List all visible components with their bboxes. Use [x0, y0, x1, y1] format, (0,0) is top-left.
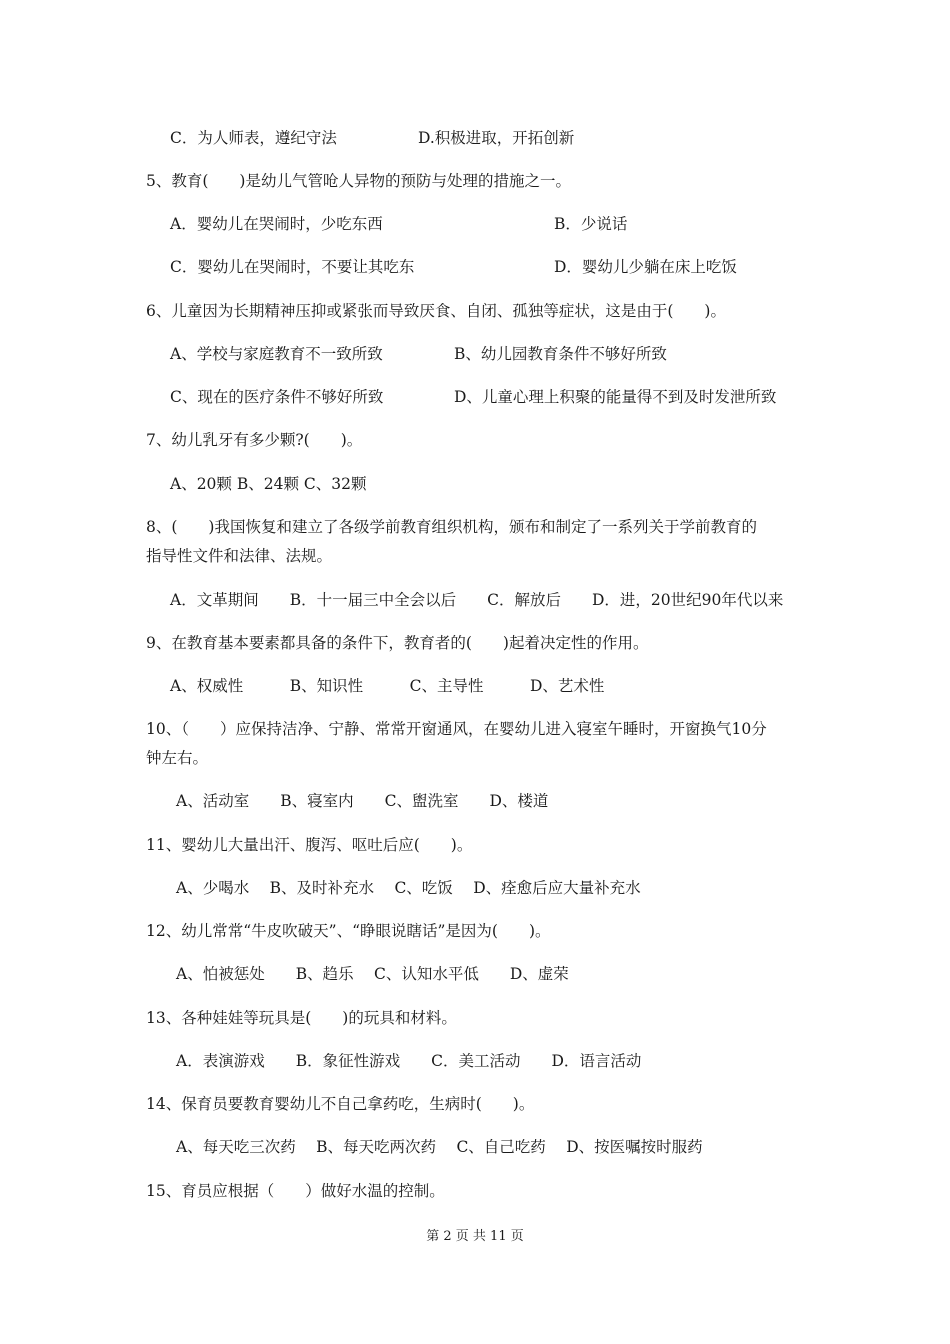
q12-options: A、怕被惩处 B、趋乐 C、认知水平低 D、虚荣 — [176, 965, 569, 983]
q10-stem-line2: 钟左右。 — [146, 749, 209, 767]
q13-stem: 13、各种娃娃等玩具是( )的玩具和材料。 — [146, 1009, 457, 1027]
q14-stem: 14、保育员要教育婴幼儿不自己拿药吃，生病时( )。 — [146, 1095, 535, 1113]
q6-option-c: C、现在的医疗条件不够好所致 — [170, 388, 384, 406]
q5-option-c: C．婴幼儿在哭闹时，不要让其吃东 — [170, 258, 415, 276]
q5-stem: 5、教育( )是幼儿气管呛人异物的预防与处理的措施之一。 — [146, 172, 571, 190]
q10-stem-line1: 10、（ ）应保持洁净、宁静、常常开窗通风，在婴幼儿进入寝室午睡时，开窗换气10分 — [146, 720, 767, 738]
q11-options: A、少喝水 B、及时补充水 C、吃饭 D、痊愈后应大量补充水 — [176, 879, 641, 897]
q8-stem-line2: 指导性文件和法律、法规。 — [146, 547, 333, 565]
q8-options: A．文革期间 B．十一届三中全会以后 C．解放后 D．进，20世纪90年代以来 — [170, 591, 784, 609]
q4-option-c: C．为人师表，遵纪守法 — [170, 129, 337, 147]
q6-stem: 6、儿童因为长期精神压抑或紧张而导致厌食、自闭、孤独等症状，这是由于( )。 — [146, 302, 726, 320]
q14-options: A、每天吃三次药 B、每天吃两次药 C、自己吃药 D、按医嘱按时服药 — [176, 1138, 703, 1156]
q13-options: A．表演游戏 B．象征性游戏 C．美工活动 D．语言活动 — [176, 1052, 642, 1070]
q5-option-d: D．婴幼儿少躺在床上吃饭 — [554, 258, 737, 276]
q15-stem: 15、育员应根据（ ）做好水温的控制。 — [146, 1182, 445, 1200]
q11-stem: 11、婴幼儿大量出汗、腹泻、呕吐后应( )。 — [146, 836, 473, 854]
q7-stem: 7、幼儿乳牙有多少颗?( )。 — [146, 431, 363, 449]
q4-option-d: D.积极进取，开拓创新 — [418, 129, 575, 147]
q8-stem-line1: 8、( )我国恢复和建立了各级学前教育组织机构，颁布和制定了一系列关于学前教育的 — [146, 518, 757, 536]
q10-options: A、活动室 B、寝室内 C、盥洗室 D、楼道 — [176, 792, 549, 810]
q5-option-b: B．少说话 — [554, 215, 628, 233]
q6-option-a: A、学校与家庭教育不一致所致 — [170, 345, 383, 363]
q9-stem: 9、在教育基本要素都具备的条件下，教育者的( )起着决定性的作用。 — [146, 634, 649, 652]
q6-option-d: D、儿童心理上积聚的能量得不到及时发泄所致 — [454, 388, 777, 406]
q5-option-a: A．婴幼儿在哭闹时，少吃东西 — [170, 215, 383, 233]
q9-options: A、权威性 B、知识性 C、主导性 D、艺术性 — [170, 677, 605, 695]
page-footer: 第 2 页 共 11 页 — [426, 1229, 524, 1244]
q7-options: A、20颗 B、24颗 C、32颗 — [170, 475, 367, 493]
q12-stem: 12、幼儿常常“牛皮吹破天”、“睁眼说瞎话”是因为( )。 — [146, 922, 551, 940]
q6-option-b: B、幼儿园教育条件不够好所致 — [454, 345, 667, 363]
